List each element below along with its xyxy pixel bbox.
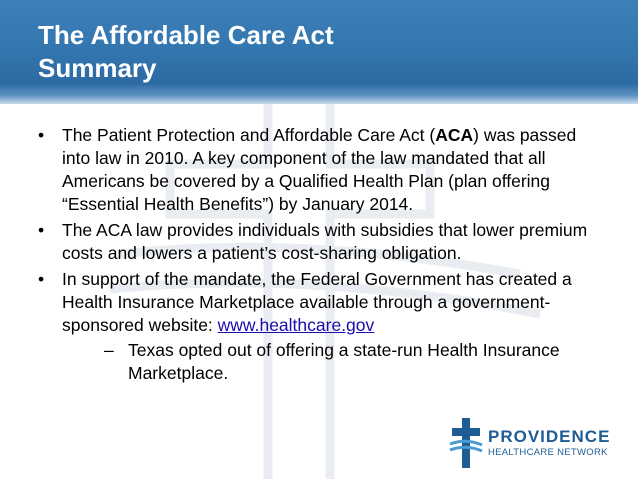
logo-tagline: HEALTHCARE NETWORK (488, 447, 608, 458)
bullet-marker: • (38, 269, 45, 289)
sub-bullet-texas (62, 339, 598, 385)
healthcare-gov-link[interactable]: www.healthcare.gov (217, 315, 375, 335)
slide-title-line2: Summary (38, 53, 157, 83)
bullet-text: In support of the mandate, the Federal Government has created a Health Insurance Marketplace available through a government-sponsored website: (62, 269, 572, 335)
bullet-text: ) was passed into law in 2010. A key component of the law mandated that all Americans be covered by a Qualified Health Plan (plan offering “Essential Health Benefits”) by January 2014. (62, 125, 577, 214)
bullet-marker: • (38, 125, 45, 145)
providence-cross-icon (448, 414, 484, 472)
title-banner (0, 0, 638, 104)
bullet-list (38, 124, 598, 388)
providence-logo (448, 414, 618, 472)
bullet-subsidies (38, 219, 598, 265)
bullet-aca-law (38, 124, 598, 216)
bullet-marketplace (38, 268, 598, 385)
bullet-text: The ACA law provides individuals with subsidies that lower premium costs and lowers a patient’s cost-sharing obligation. (62, 220, 588, 263)
slide-title (38, 19, 334, 85)
sub-bullet-text: Texas opted out of offering a state-run Health Insurance Marketplace. (128, 340, 560, 383)
logo-name: PROVIDENCE (488, 427, 611, 446)
bullet-bold-acronym: ACA (435, 125, 474, 145)
dash-marker: – (104, 340, 114, 360)
bullet-text: The Patient Protection and Affordable Care Act ( (62, 125, 436, 145)
bullet-marker: • (38, 220, 45, 240)
slide-title-line1: The Affordable Care Act (38, 20, 334, 50)
